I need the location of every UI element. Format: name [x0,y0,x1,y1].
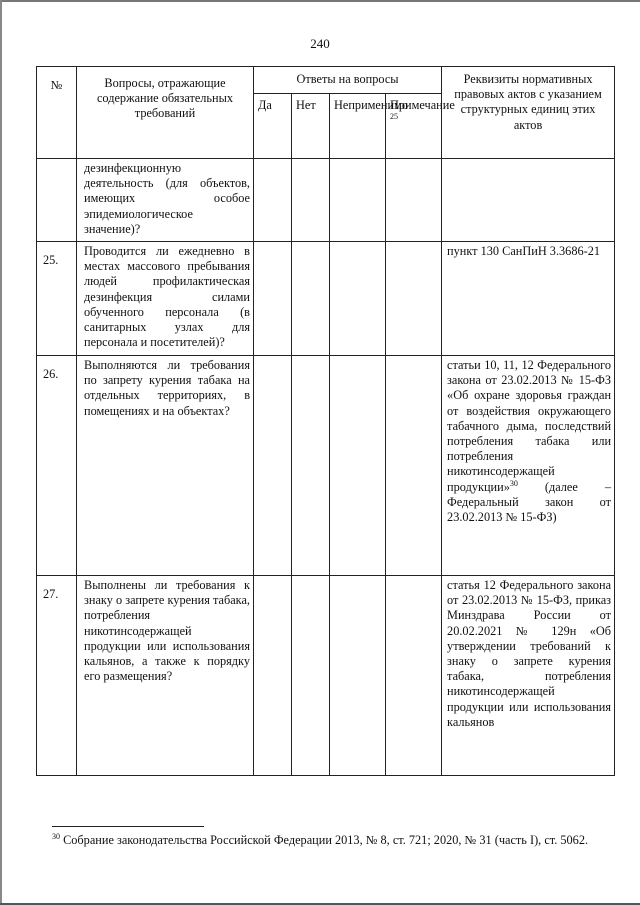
answer-not-applicable-cell[interactable] [330,576,386,776]
answer-note-cell[interactable] [386,356,442,576]
footnote-separator [52,826,204,827]
answer-not-applicable-cell[interactable] [330,242,386,356]
row-number [37,159,77,242]
header-answers: Ответы на вопросы [254,67,442,94]
requirements-table [36,66,615,776]
table-row [37,159,615,242]
row-requisites [442,159,615,242]
footnote [52,832,592,848]
answer-no-cell[interactable] [292,356,330,576]
answer-yes-cell[interactable] [254,356,292,576]
header-not-applicable: Неприменимо [330,94,386,159]
header-yes: Да [254,94,292,159]
answer-yes-cell[interactable] [254,159,292,242]
header-no: Нет [292,94,330,159]
row-requisites: статья 12 Федерального закона от 23.02.2013 № 15-ФЗ, приказ Минздрава России от 20.02.2021 № 129н «Об утверждении требований к знаку о запрете курения табака, потребления никотинсодержащей продукции или использования кальянов [442,576,615,776]
answer-no-cell[interactable] [292,242,330,356]
answer-note-cell[interactable] [386,242,442,356]
requisites-footnote-ref: 30 [509,478,518,488]
row-number: 25. [37,242,77,356]
answer-yes-cell[interactable] [254,242,292,356]
page-edge-top [0,0,640,2]
page-number: 240 [310,36,330,51]
header-questions: Вопросы, отражающие содержание обязательных требований [77,67,254,159]
row-requisites: пункт 130 СанПиН 3.3686-21 [442,242,615,356]
footnote-text: Собрание законодательства Российской Федерации 2013, № 8, ст. 721; 2020, № 31 (часть I), ст. 5062. [60,833,589,847]
table-row [37,242,615,356]
answer-not-applicable-cell[interactable] [330,159,386,242]
row-question: Выполнены ли требования к знаку о запрете курения табака, потребления никотинсодержащей продукции или использования кальянов, а также к порядку его размещения? [77,576,254,776]
table-header-row [37,67,615,94]
row-requisites: статьи 10, 11, 12 Федерального закона от 23.02.2013 № 15-ФЗ «Об охране здоровья граждан от воздействия окружающего табачного дыма, последствий потребления табака или потребления никотинсодержащей продукции»$^{30}$ (далее – Федеральный закон от 23.02.2013 № 15-ФЗ) [442,356,615,576]
table-row [37,356,615,576]
answer-not-applicable-cell[interactable] [330,356,386,576]
header-note: Примечание $^{25}$ [386,94,442,159]
row-question: Проводится ли ежедневно в местах массового пребывания людей профилактическая дезинфекция силами обученного персонала (в санитарных узлах для персонала и посетителей)? [77,242,254,356]
row-number: 26. [37,356,77,576]
answer-no-cell[interactable] [292,576,330,776]
answer-yes-cell[interactable] [254,576,292,776]
row-question: Выполняются ли требования по запрету курения табака на отдельных территориях, в помещениях и на объектах? [77,356,254,576]
row-number: 27. [37,576,77,776]
row-question: дезинфекционную деятельность (для объектов, имеющих особое эпидемиологическое значение)? [77,159,254,242]
table-row [37,576,615,776]
footnote-marker: 30 [52,831,60,841]
page-edge-left [0,0,2,905]
header-number: № [37,67,77,159]
note-footnote-ref: 25 [390,112,398,122]
header-requisites: Реквизиты нормативных правовых актов с указанием структурных единиц этих актов [442,67,615,159]
answer-no-cell[interactable] [292,159,330,242]
answer-note-cell[interactable] [386,576,442,776]
answer-note-cell[interactable] [386,159,442,242]
